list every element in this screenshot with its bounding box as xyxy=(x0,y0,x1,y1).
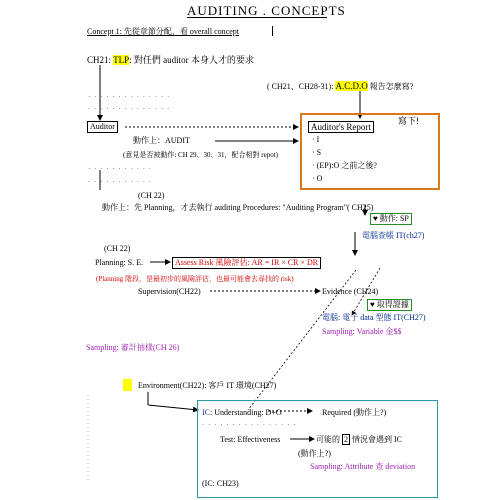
evidence-box: ♥ 取得證據 xyxy=(367,299,412,311)
ic-two-box: 2 xyxy=(344,435,348,444)
ic-sampling-attribute: Sampling: Attribute 查 deviation xyxy=(310,462,416,471)
ic-possible-line xyxy=(316,435,402,445)
planning-label: Planning: S. E. xyxy=(95,258,144,267)
acdo-line xyxy=(267,81,413,92)
environment-label: Environment(CH22): 客戶 IT 環境(CH27) xyxy=(138,381,277,390)
ch22-label: (CH 22) xyxy=(138,191,165,200)
report-item-i: · I xyxy=(312,135,320,144)
ic-test: Test: Effectiveness xyxy=(220,435,281,444)
dotted-line: · · · · · · · · · · · · · · xyxy=(88,93,171,101)
auditor-report-box xyxy=(300,113,440,190)
acdo-post: 報告怎麼寫? xyxy=(369,82,414,91)
ch21-label: CH21: xyxy=(87,55,112,65)
supervision-label: Supervision(CH22) xyxy=(138,287,201,296)
ic-possible: 可能的 xyxy=(316,435,340,444)
audit-line: 動作上：AUDIT xyxy=(133,136,190,145)
audit-note: (意見是否被動作: CH 29、30、31，配合相對 repot) xyxy=(123,151,278,159)
ic-understanding-line xyxy=(202,408,282,418)
ch21-line xyxy=(87,55,254,65)
assess-risk-box: Assess Risk 風險評估: AR = IR × CR × DR xyxy=(172,257,321,269)
text-cursor xyxy=(272,26,273,36)
sp-box: ♥ 動作: SP xyxy=(370,213,412,225)
planning-note: (Planning 階段，是最初步的風險評估，也最可能會去尋找的 risk) xyxy=(96,275,294,283)
dotted-line: · · · · · · · · · · · xyxy=(88,178,153,186)
ic-understanding: : Understanding: D+O xyxy=(210,408,282,417)
page-title: AUDITING . CONCEPTS xyxy=(187,3,346,18)
ch22-label-2: (CH 22) xyxy=(104,244,131,253)
ic-label: IC xyxy=(202,408,210,417)
ch21-text: : 對任們 auditor 本身人才的要求 xyxy=(129,55,254,65)
acdo-highlight: A.C.D.O xyxy=(335,81,368,91)
dotted-line: · · · · · · · · · · · xyxy=(88,165,153,173)
ic-required: Required (動作上?) xyxy=(322,408,387,417)
dotted-line: · · · · · · · · · · · · · · · · xyxy=(202,421,297,429)
evidence-label: Evidence (CH24) xyxy=(322,287,379,296)
concept-line: Concept 1: 先從章節分配，看 overall concept xyxy=(87,27,239,36)
ic-action: (動作上?) xyxy=(298,449,331,458)
environment-marker xyxy=(123,379,132,391)
ic-chapter: (IC: CH23) xyxy=(202,479,239,488)
ic-situation: 情況會遇到 IC xyxy=(352,435,402,444)
sampling-variable: Sampling: Variable 金$$ xyxy=(322,327,402,336)
action-planning-line: 動作上：先 Planning，才去執行 auditing Procedures: "Auditing Program"( CH25) xyxy=(102,203,374,212)
auditor-box: Auditor xyxy=(87,121,118,133)
electronic-audit-note: 電腦查帳 IT(ch27) xyxy=(362,231,425,240)
report-item-s: · S xyxy=(312,148,322,157)
title-underline xyxy=(187,17,327,18)
ic-box xyxy=(197,400,438,498)
report-item-ep: · (EP):O 之前之後? xyxy=(312,161,377,170)
acdo-pre: ( CH21、CH28-31): xyxy=(267,82,334,91)
auditor-report-title: Auditor's Report xyxy=(308,121,374,133)
report-item-o: · O xyxy=(312,174,323,183)
report-side-note: 寫下! xyxy=(398,116,419,126)
electronic-data-note: 電腦: 電子 data 型態 IT(CH27) xyxy=(322,313,426,322)
dotted-line: · · · · · · · · · · · · · · xyxy=(88,105,171,113)
tlp-highlight: TLP xyxy=(113,55,130,65)
sampling-audit-label: Sampling: 審計抽樣(CH 26) xyxy=(86,343,180,352)
